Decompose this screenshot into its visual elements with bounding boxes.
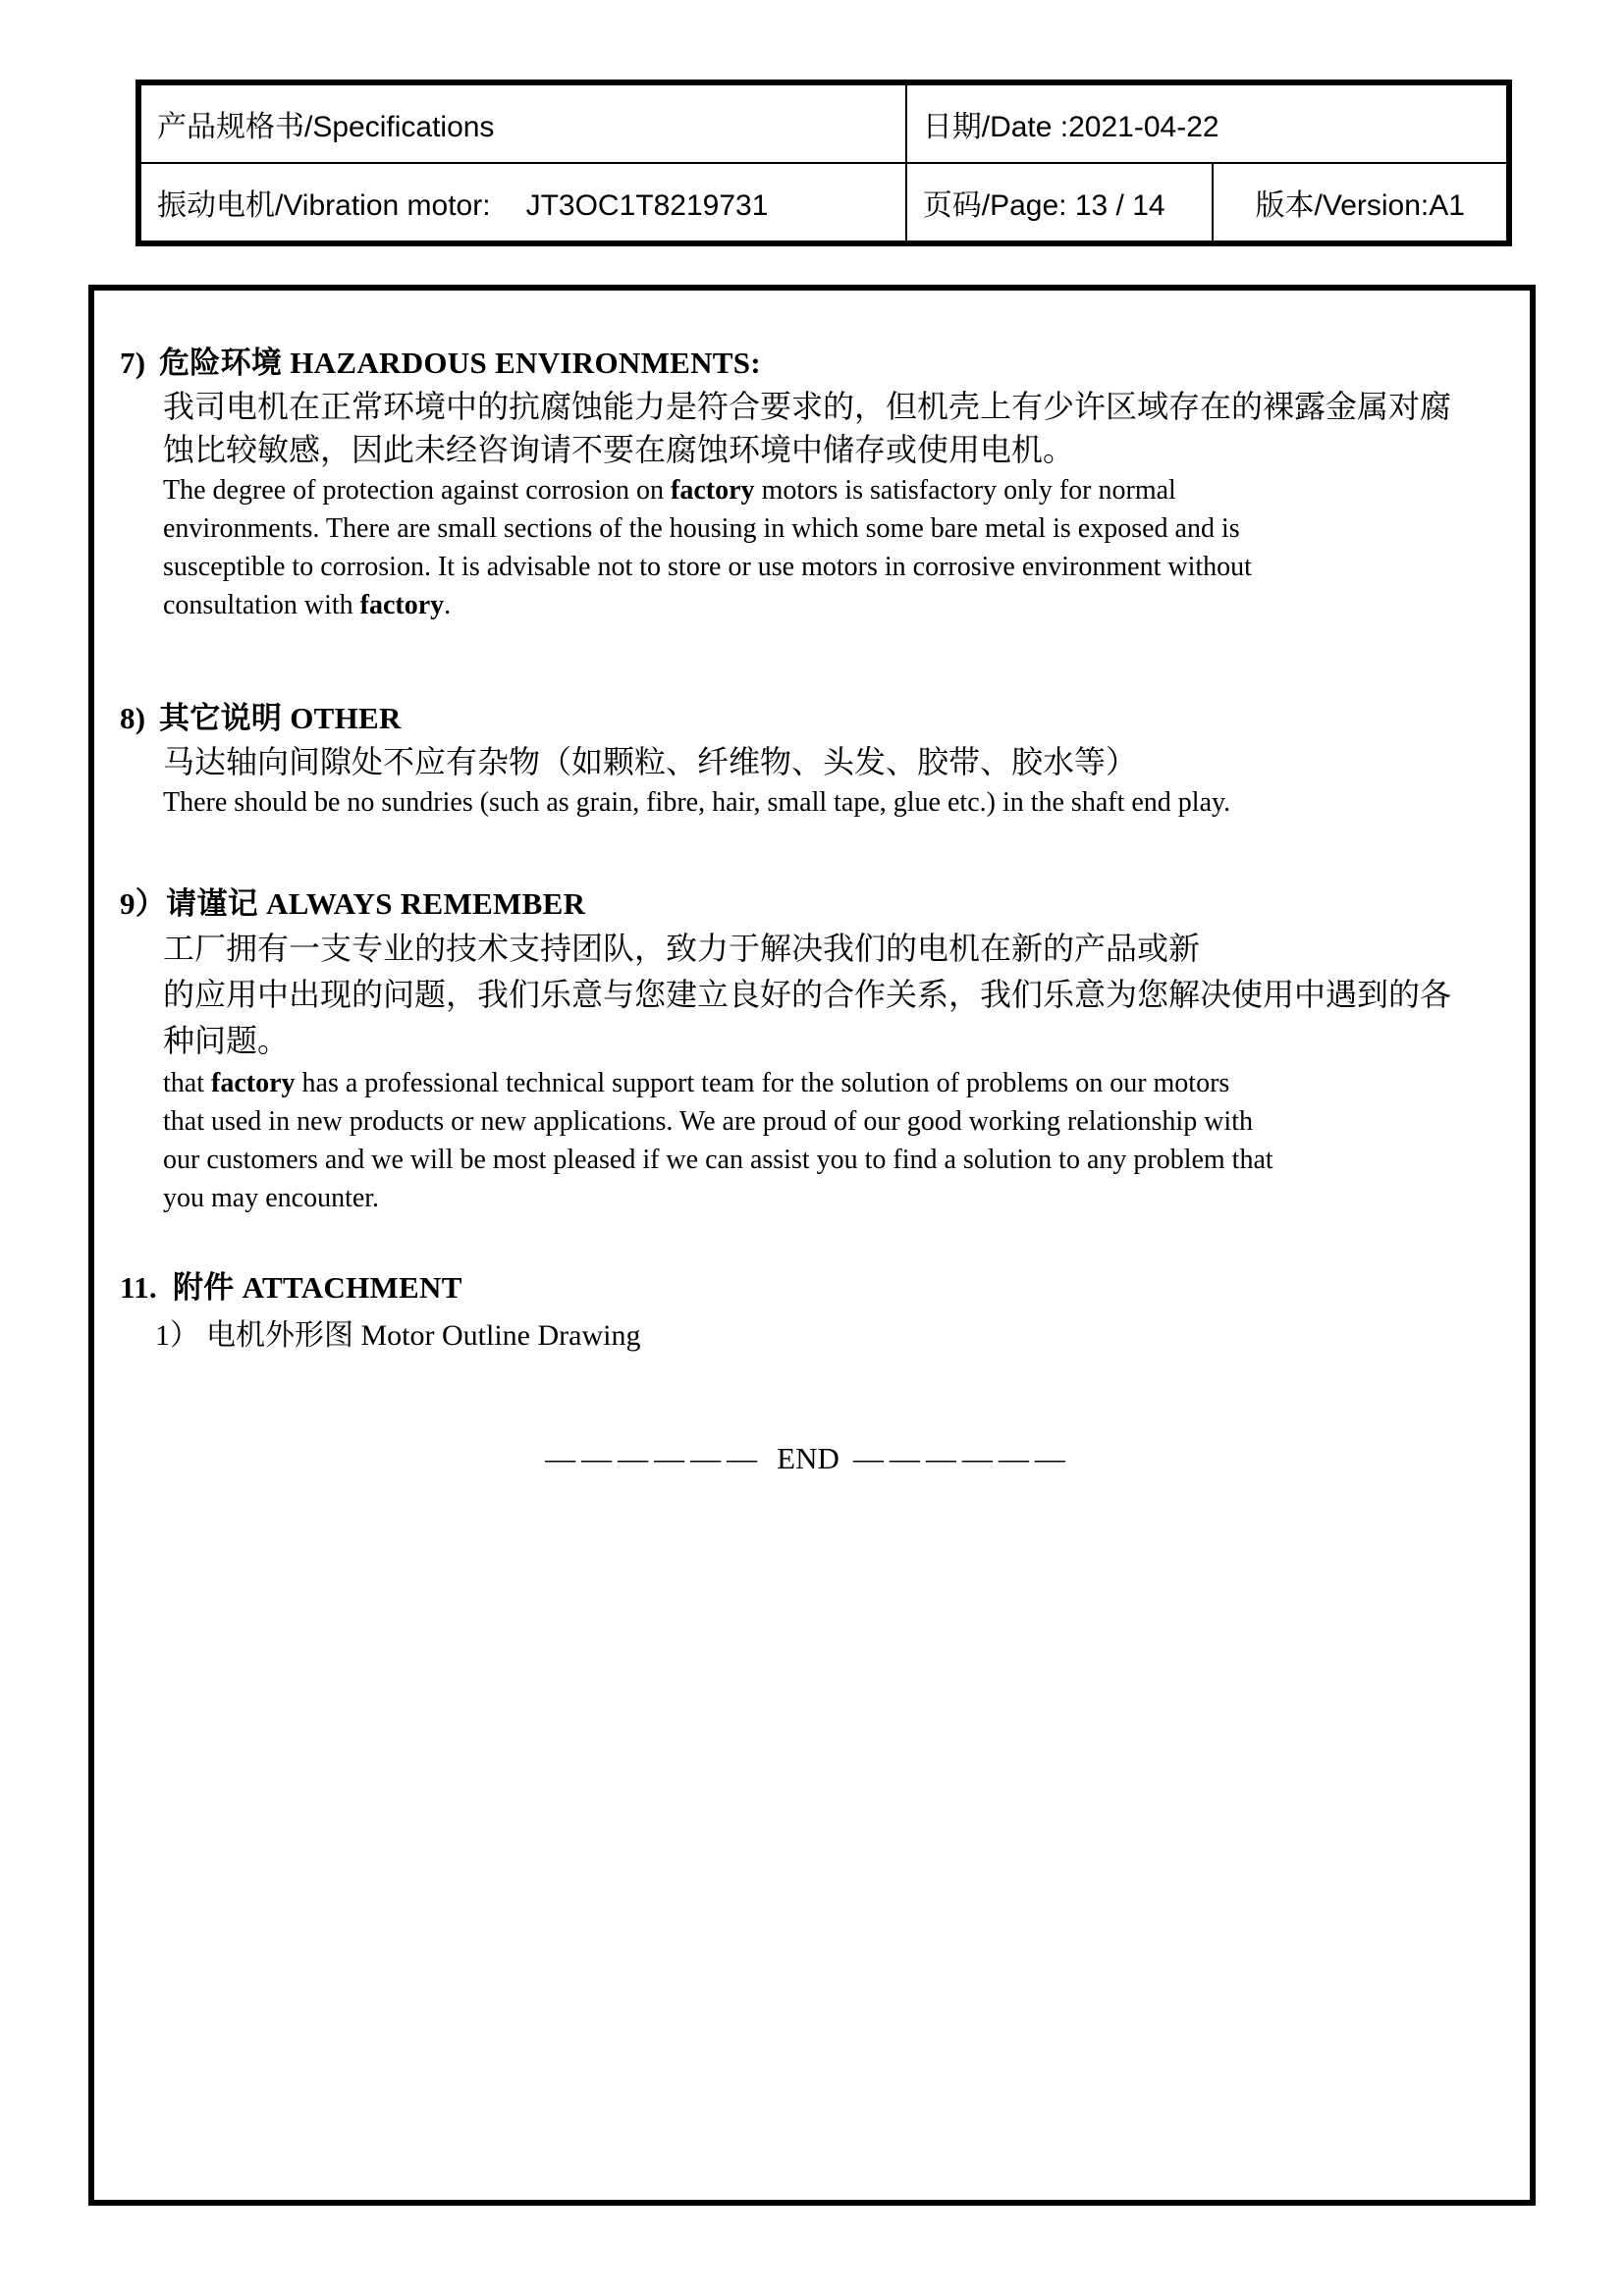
content-box: [88, 285, 1536, 2206]
text-run: The degree of protection against corrosion on: [163, 475, 672, 506]
motor-model: JT3OC1T8219731: [525, 189, 769, 222]
date-cell: [906, 82, 1509, 163]
bold-text-run: factory: [359, 590, 445, 620]
section-9-body: [163, 926, 1496, 1217]
section-7-body: [163, 385, 1496, 624]
section-11-title: 附件 ATTACHMENT: [173, 1270, 462, 1305]
section-8-body: [163, 740, 1496, 822]
section-hazardous-environments: [120, 342, 1496, 624]
paragraph-line: 种问题。: [163, 1023, 290, 1058]
paragraph-line: 工厂拥有一支专业的技术支持团队，致力于解决我们的电机在新的产品或新: [163, 931, 1201, 966]
spec-title-cell: [138, 82, 906, 163]
text-run: that: [163, 1068, 211, 1098]
paragraph-line: susceptible to corrosion. It is advisable not to store or use motors in corrosive environment without: [163, 552, 1252, 582]
section-7-number: 7): [120, 346, 146, 380]
text-run: consultation with: [163, 590, 360, 620]
paragraph-line: you may encounter.: [163, 1183, 380, 1213]
paragraph-line: that used in new products or new applications. We are proud of our good working relationship with: [163, 1106, 1253, 1137]
section-9-number: 9）: [120, 886, 167, 921]
motor-label: 振动电机/Vibration motor:: [157, 189, 491, 222]
header-table: [135, 80, 1512, 246]
paragraph-line: [163, 1064, 1496, 1102]
attachment-item: [155, 1313, 1496, 1359]
text-run: has a professional technical support team for the solution of problems on our motors: [295, 1068, 1230, 1098]
section-other: [120, 697, 1496, 822]
section-11-number: 11.: [120, 1270, 157, 1305]
section-7-title: 危险环境 HAZARDOUS ENVIRONMENTS:: [159, 346, 761, 380]
paragraph-line: 我司电机在正常环境中的抗腐蚀能力是符合要求的，但机壳上有少许区域存在的裸露金属对腐: [163, 389, 1452, 424]
end-marker: [120, 1439, 1496, 1478]
page-cell: [906, 163, 1214, 243]
section-8-heading: [120, 697, 1496, 740]
date-label: 日期/Date :2021-04-22: [922, 111, 1219, 143]
paragraph-line: [163, 471, 1496, 509]
page-label: 页码/Page: 13 / 14: [922, 189, 1165, 222]
paragraph-line: 的应用中出现的问题，我们乐意与您建立良好的合作关系，我们乐意为您解决使用中遇到的各: [163, 977, 1452, 1012]
attachment-item-number: 1）: [155, 1319, 199, 1352]
version-cell: [1213, 163, 1509, 243]
section-attachment: [120, 1266, 1496, 1359]
paragraph-line: [163, 586, 1496, 624]
paragraph-line: environments. There are small sections of the housing in which some bare metal is exposed and is: [163, 513, 1240, 544]
paragraph-line: 蚀比较敏感，因此未经咨询请不要在腐蚀环境中储存或使用电机。: [163, 432, 1075, 467]
header-row-2: [138, 163, 1509, 243]
spec-title-label: 产品规格书/Specifications: [157, 111, 495, 143]
paragraph-line: our customers and we will be most pleased if we can assist you to find a solution to any problem that: [163, 1145, 1273, 1175]
section-7-heading: [120, 342, 1496, 385]
attachment-item-text: 电机外形图 Motor Outline Drawing: [206, 1319, 641, 1352]
section-8-number: 8): [120, 701, 146, 735]
header-row-1: [138, 82, 1509, 163]
motor-cell: [138, 163, 906, 243]
end-dashes-right: ——————: [852, 1441, 1071, 1475]
section-8-title: 其它说明 OTHER: [159, 701, 402, 735]
end-label: END: [777, 1441, 839, 1475]
section-11-heading: [120, 1266, 1496, 1309]
section-always-remember: [120, 882, 1496, 1217]
section-9-title: 请谨记 ALWAYS REMEMBER: [166, 886, 586, 921]
paragraph-line: 马达轴向间隙处不应有杂物（如颗粒、纤维物、头发、胶带、胶水等）: [163, 744, 1138, 779]
bold-text-run: factory: [211, 1068, 296, 1098]
paragraph-line: There should be no sundries (such as grain, fibre, hair, small tape, glue etc.) in the shaft end play.: [163, 787, 1231, 818]
text-run: .: [444, 590, 452, 620]
end-dashes-left: ——————: [545, 1441, 764, 1475]
bold-text-run: factory: [671, 475, 755, 506]
text-run: motors is satisfactory only for normal: [754, 475, 1176, 506]
section-9-heading: [120, 882, 1496, 926]
version-label: 版本/Version:A1: [1255, 189, 1465, 222]
